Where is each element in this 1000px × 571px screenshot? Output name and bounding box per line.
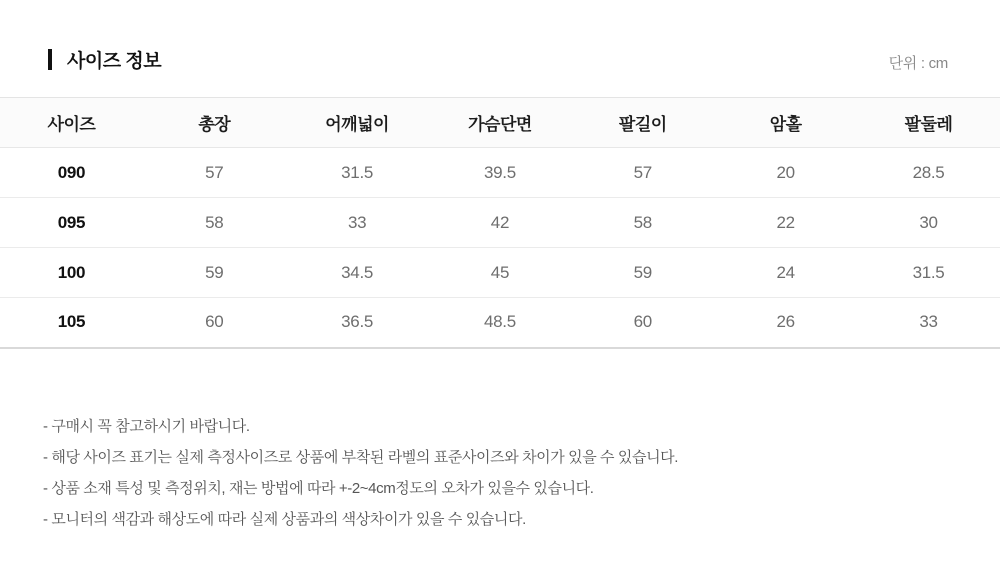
table-row <box>0 148 1000 198</box>
column-header-chest-width: 가슴단면 <box>429 98 572 148</box>
section-header <box>0 0 1000 73</box>
column-header-armhole: 암홀 <box>714 98 857 148</box>
header-row <box>0 98 1000 148</box>
unit-label: 단위 : cm <box>888 55 948 72</box>
measurement-value: 26 <box>714 298 857 348</box>
measurement-value: 33 <box>286 198 429 248</box>
measurement-value: 31.5 <box>286 148 429 198</box>
note-line: - 해당 사이즈 표기는 실제 측정사이즈로 상품에 부착된 라벨의 표준사이즈와 차이가 있을 수 있습니다. <box>43 448 679 466</box>
table-row <box>0 248 1000 298</box>
column-header-arm-length: 팔길이 <box>571 98 714 148</box>
measurement-value: 59 <box>571 248 714 298</box>
measurement-value: 20 <box>714 148 857 198</box>
measurement-value: 30 <box>857 198 1000 248</box>
page-title: 사이즈 정보 <box>67 51 162 72</box>
column-header-total-length: 총장 <box>143 98 286 148</box>
table-row <box>0 298 1000 348</box>
measurement-value: 24 <box>714 248 857 298</box>
column-header-shoulder-width: 어깨넓이 <box>286 98 429 148</box>
measurement-value: 57 <box>143 148 286 198</box>
measurement-value: 36.5 <box>286 298 429 348</box>
measurement-value: 39.5 <box>429 148 572 198</box>
size-label: 090 <box>0 148 143 198</box>
note-line: - 구매시 꼭 참고하시기 바랍니다. <box>43 417 250 435</box>
measurement-value: 45 <box>429 248 572 298</box>
size-label: 095 <box>0 198 143 248</box>
note-line: - 상품 소재 특성 및 측정위치, 재는 방법에 따라 +-2~4cm정도의 오차가 있을수 있습니다. <box>43 479 594 497</box>
measurement-value: 60 <box>571 298 714 348</box>
measurement-value: 48.5 <box>429 298 572 348</box>
size-table-body <box>0 148 1000 348</box>
measurement-value: 42 <box>429 198 572 248</box>
measurement-value: 59 <box>143 248 286 298</box>
measurement-value: 28.5 <box>857 148 1000 198</box>
measurement-value: 58 <box>143 198 286 248</box>
size-table-head <box>0 98 1000 148</box>
title-accent-bar <box>48 49 52 70</box>
notes-section <box>43 411 1000 535</box>
title-wrap <box>48 46 161 73</box>
size-table <box>0 97 1000 349</box>
measurement-value: 58 <box>571 198 714 248</box>
measurement-value: 34.5 <box>286 248 429 298</box>
note-line: - 모니터의 색감과 해상도에 따라 실제 상품과의 색상차이가 있을 수 있습니다. <box>43 510 526 528</box>
column-header-size: 사이즈 <box>0 98 143 148</box>
measurement-value: 57 <box>571 148 714 198</box>
column-header-arm-circumference: 팔둘레 <box>857 98 1000 148</box>
table-row <box>0 198 1000 248</box>
measurement-value: 31.5 <box>857 248 1000 298</box>
measurement-value: 33 <box>857 298 1000 348</box>
measurement-value: 22 <box>714 198 857 248</box>
size-label: 105 <box>0 298 143 348</box>
measurement-value: 60 <box>143 298 286 348</box>
size-label: 100 <box>0 248 143 298</box>
